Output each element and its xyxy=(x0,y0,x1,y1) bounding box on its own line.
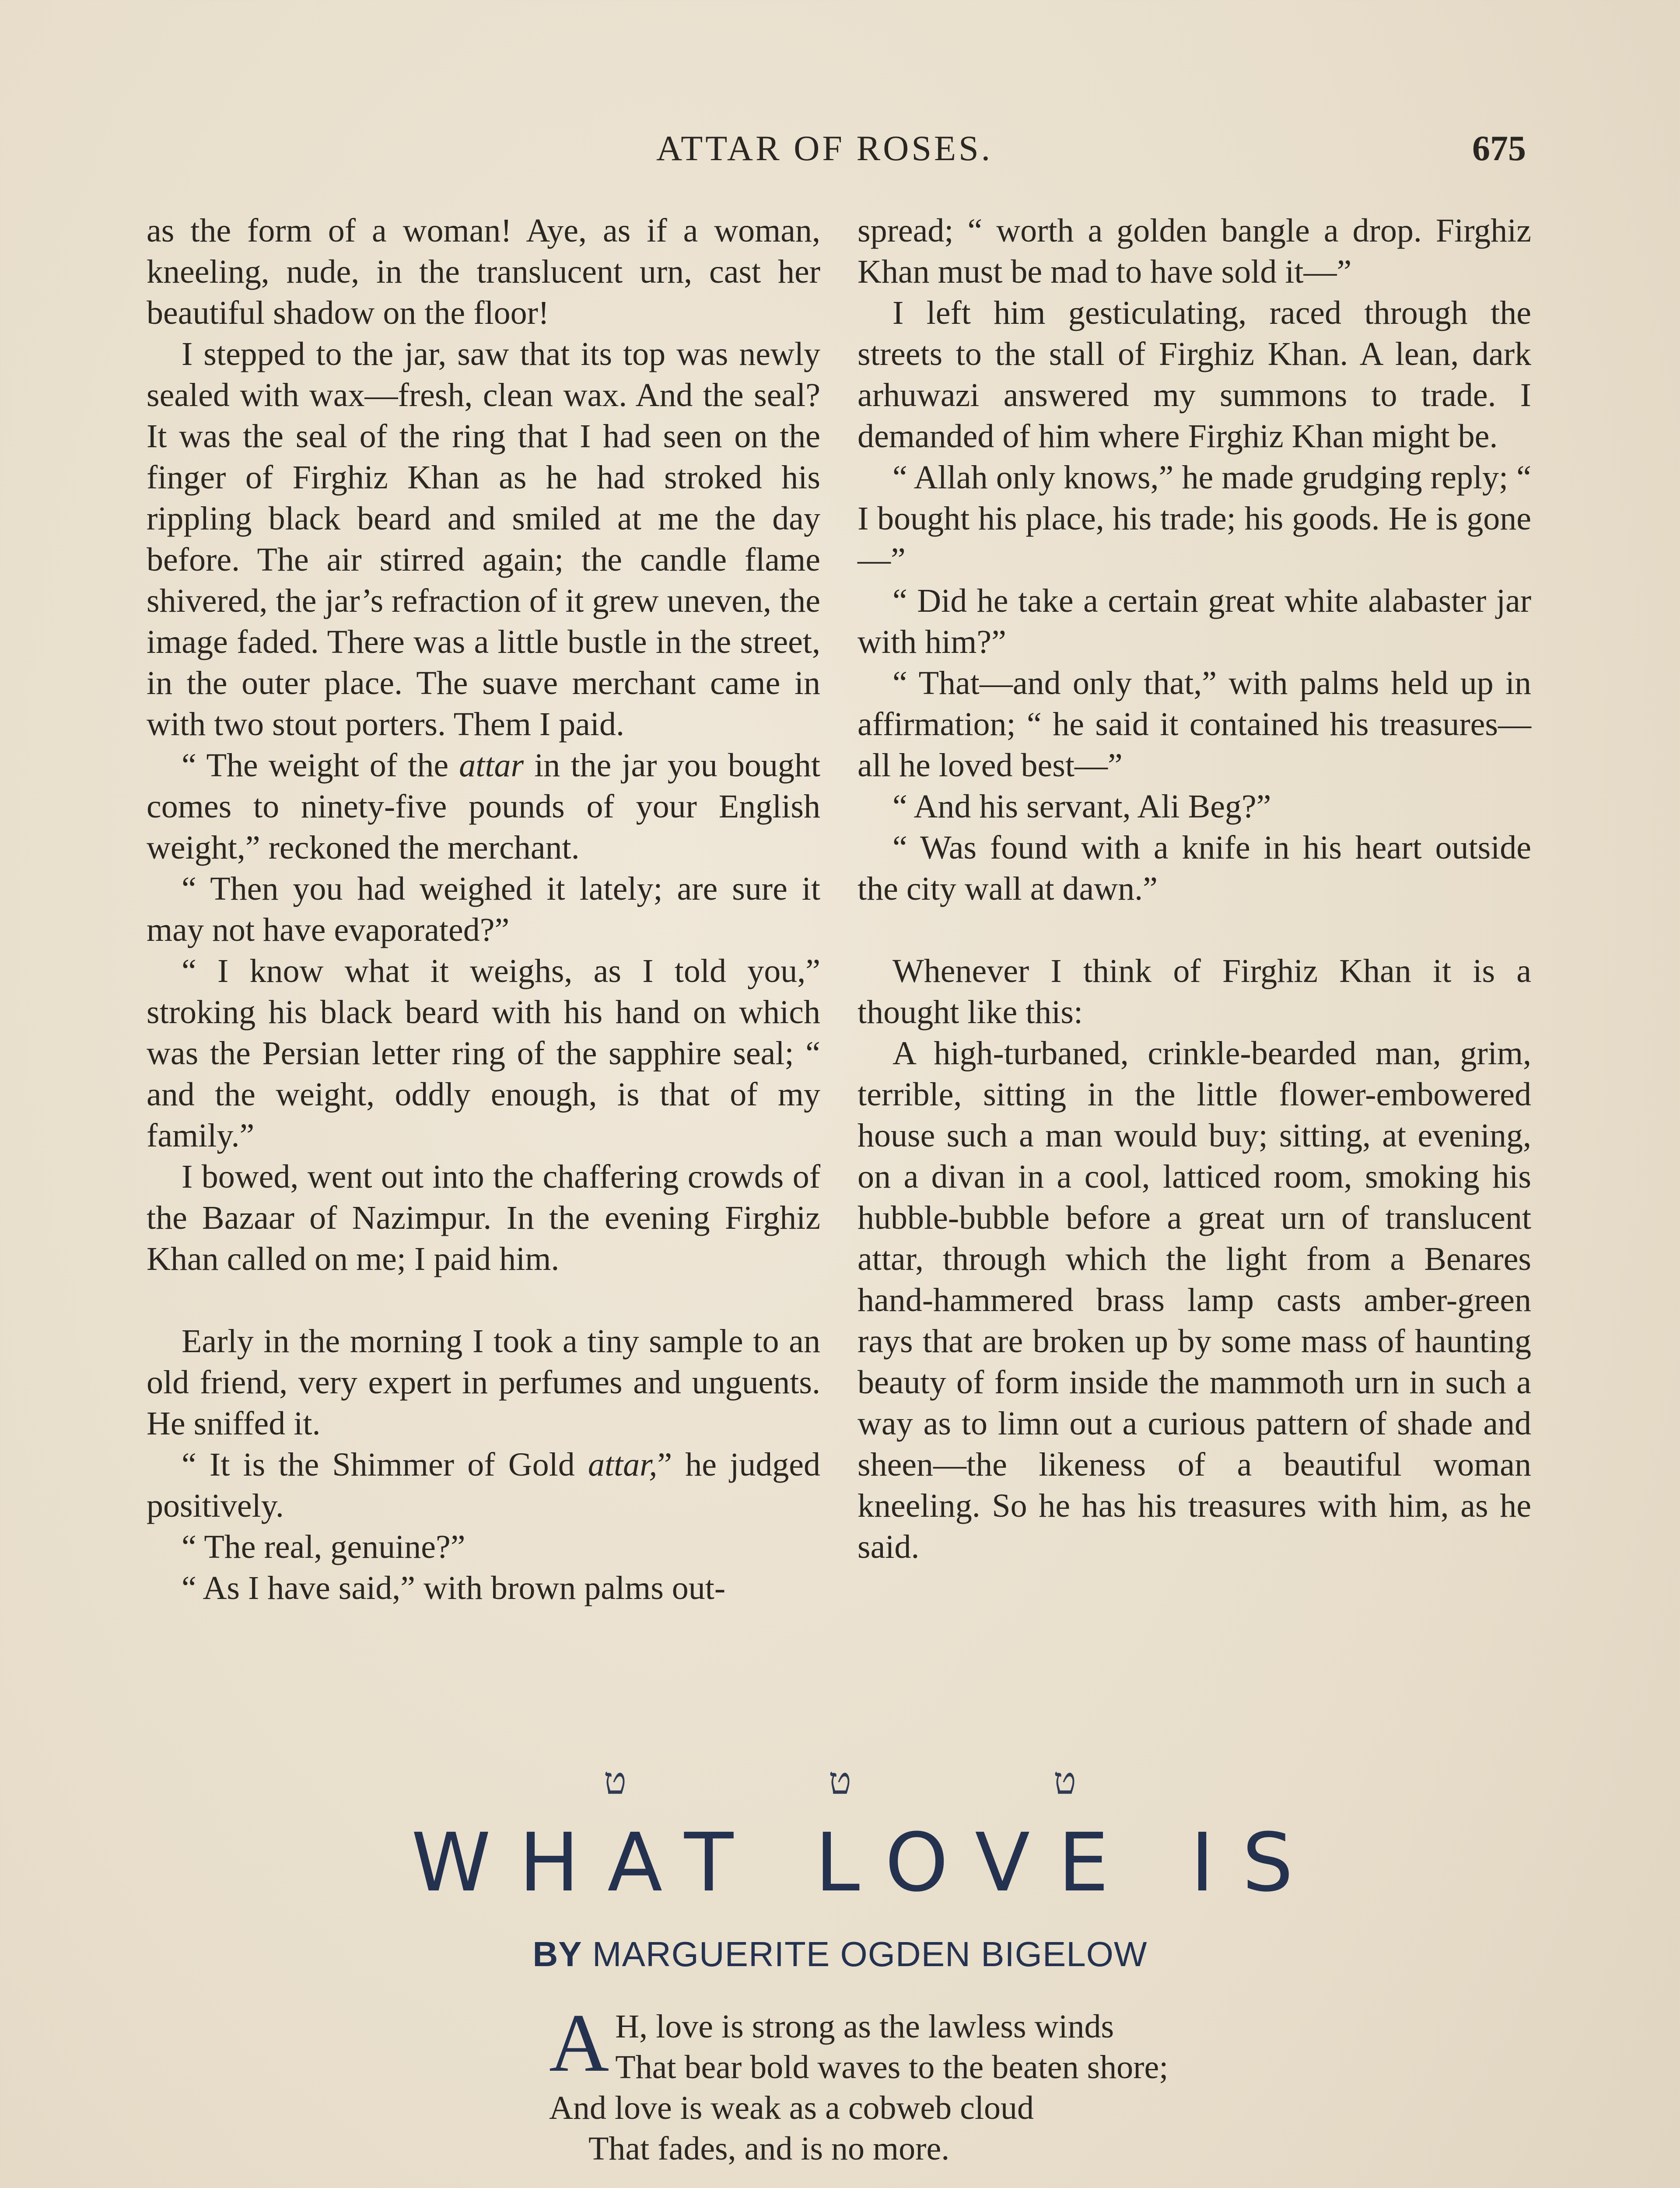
poem-line: And love is weak as a cobweb cloud xyxy=(549,2090,1034,2126)
paragraph: as the form of a woman! Aye, as if a woman, kneeling, nude, in the translucent urn, cast her beautiful shadow on the floor! xyxy=(147,212,820,331)
running-head: ATTAR OF ROSES. xyxy=(656,128,993,168)
paragraph: “ Then you had weighed it lately; are sure it may not have evaporated?” xyxy=(147,870,820,948)
tulip-ornament-icon: ט xyxy=(604,1760,626,1802)
paragraph: Whenever I think of Firghiz Khan it is a thought like this: xyxy=(858,953,1531,1031)
paragraph: spread; “ worth a golden bangle a drop. Firghiz Khan must be mad to have sold it—” xyxy=(858,212,1531,290)
ornament-divider xyxy=(604,1759,1076,1803)
section-break xyxy=(147,1280,820,1321)
drop-cap: A xyxy=(549,1997,609,2089)
paragraph: “ As I have said,” with brown palms out- xyxy=(182,1570,726,1606)
poem-line: H, love is strong as the lawless winds xyxy=(615,2008,1114,2045)
left-column xyxy=(147,210,820,1609)
page-header xyxy=(0,128,1680,176)
paragraph: A high-turbaned, crinkle-bearded man, grim, terrible, sitting in the little flower-embowered house such a man would buy; sitting, at evening, on a divan in a cool, latticed room, smoking his hubble-bubble before a great urn of translucent attar, through which the light from a Benares hand-hammered brass lamp casts amber-green rays that are broken up by some mass of haunting beauty of form inside the mammoth urn in such a way as to limn out a curious pattern of shade and sheen—the likeness of a beautiful woman kneeling. So he has his treasures with him, as he said. xyxy=(858,1035,1531,1565)
paragraph xyxy=(147,745,820,868)
paragraph: “ Allah only knows,” he made grudging reply; “ I bought his place, his trade; his goods. He is gone—” xyxy=(858,459,1531,578)
paragraph: I left him gesticulating, raced through the streets to the stall of Firghiz Khan. A lean, dark arhuwazi answered my summons to trade. I demanded of him where Firghiz Khan might be. xyxy=(858,295,1531,455)
italic-word: attar, xyxy=(588,1446,658,1483)
tulip-ornament-icon: ט xyxy=(829,1760,851,1802)
paragraph: “ And his servant, Ali Beg?” xyxy=(892,788,1271,825)
paragraph: “ The real, genuine?” xyxy=(182,1529,466,1565)
byline-author: MARGUERITE OGDEN BIGELOW xyxy=(592,1935,1148,1974)
paragraph: “ That—and only that,” with palms held up in affirmation; “ he said it contained his treasures—all he loved best—” xyxy=(858,665,1531,784)
paragraph-text: in the jar you bought comes to ninety-five pounds of your English weight,” reckoned the merchant. xyxy=(147,747,820,866)
page-number: 675 xyxy=(1472,128,1526,168)
paragraph: “ I know what it weighs, as I told you,” stroking his black beard with his hand on which was the Persian letter ring of the sapphire seal; “ and the weight, oddly enough, is that of my family.” xyxy=(147,953,820,1154)
stanza-gap xyxy=(549,2169,1380,2188)
poem-line: That fades, and is no more. xyxy=(588,2130,950,2167)
paragraph-text: ” he judged positively. xyxy=(147,1446,821,1524)
poem-line: That bear bold waves to the beaten shore; xyxy=(615,2049,1169,2086)
paragraph-text: “ It is the Shimmer of Gold xyxy=(182,1446,588,1483)
byline-by: BY xyxy=(532,1935,582,1974)
paragraph: I bowed, went out into the chaffering crowds of the Bazaar of Nazimpur. In the evening Firghiz Khan called on me; I paid him. xyxy=(147,1158,820,1277)
poem-body xyxy=(549,1997,1380,2188)
paragraph: I stepped to the jar, saw that its top was newly sealed with wax—fresh, clean wax. And the seal? It was the seal of the ring that I had seen on the finger of Firghiz Khan as he had stroked his rippling black beard and smiled at me the day before. The air stirred again; the candle flame shivered, the jar’s refraction of it grew uneven, the image faded. There was a little bustle in the street, in the outer place. The suave merchant came in with two stout porters. Them I paid. xyxy=(147,336,820,743)
paragraph xyxy=(147,1444,820,1526)
paragraph: Early in the morning I took a tiny sample to an old friend, very expert in perfumes and unguents. He sniffed it. xyxy=(147,1323,820,1442)
paragraph: “ Did he take a certain great white alabaster jar with him?” xyxy=(858,582,1531,660)
section-break xyxy=(858,909,1531,950)
italic-word: attar xyxy=(459,747,524,784)
poem-stanza-1 xyxy=(549,2047,1380,2169)
tulip-ornament-icon: ט xyxy=(1054,1760,1076,1802)
paragraph-text: “ The weight of the xyxy=(182,747,459,784)
paragraph: “ Was found with a knife in his heart outside the city wall at dawn.” xyxy=(858,829,1531,907)
poem-title: WHAT LOVE IS xyxy=(411,1816,1321,1910)
byline xyxy=(0,1934,1680,1974)
right-column xyxy=(858,210,1531,1567)
